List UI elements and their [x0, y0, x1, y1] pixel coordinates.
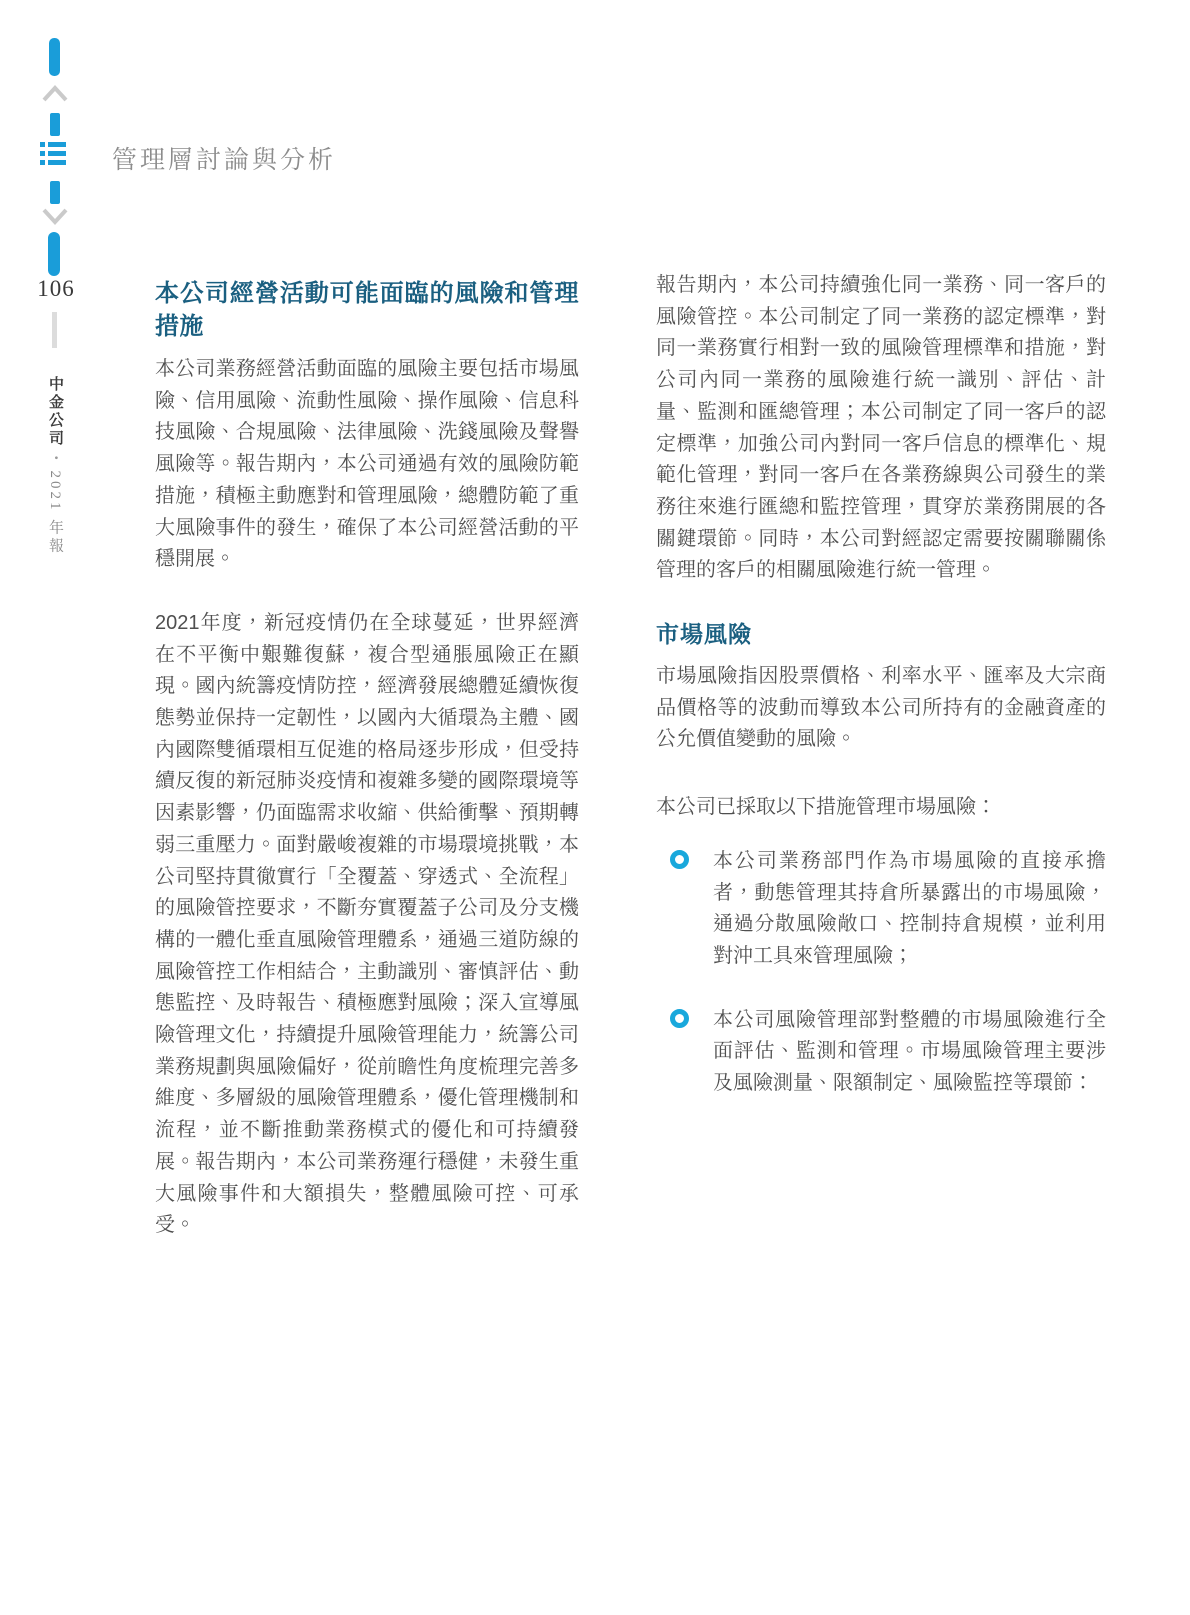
paragraph: 本公司已採取以下措施管理市場風險： [656, 796, 996, 819]
decoration-bar-bottom [48, 232, 60, 276]
paragraph: 市場風險指因股票價格、利率水平、匯率及大宗商品價格等的波動而導致本公司所持有的金融資產的公允價值變動的風險。 [656, 665, 1106, 751]
bullet-circle-icon [670, 850, 689, 869]
sidebar-vertical-text [46, 376, 64, 576]
bullet-item [656, 1005, 1106, 1100]
document-section-title: 管理層討論與分析 [112, 147, 337, 174]
subsection-heading-market-risk: 市場風險 [656, 621, 752, 648]
right-column [656, 270, 1106, 1100]
list-icon [40, 142, 66, 165]
separator-dot: • [50, 456, 61, 463]
page-number-rule [52, 312, 57, 348]
decoration-bar-lower [50, 181, 60, 204]
report-year: 2021 年報 [47, 470, 63, 556]
decoration-bar-upper [50, 113, 60, 136]
paragraph: 本公司業務經營活動面臨的風險主要包括市場風險、信用風險、流動性風險、操作風險、信息科技風險、合規風險、法律風險、洗錢風險及聲譽風險等。報告期內，本公司通過有效的風險防範措施，積極主動應對和管理風險，總體防範了重大風險事件的發生，確保了本公司經營活動的平穩開展。 [155, 358, 579, 571]
page-number: 106 [37, 276, 75, 301]
chevron-up-icon [42, 84, 68, 102]
bullet-list [656, 846, 1106, 1100]
left-column [155, 277, 579, 1242]
company-name: 中金公司 [47, 376, 64, 448]
bullet-circle-icon [670, 1009, 689, 1028]
paragraph: 報告期內，本公司持續強化同一業務、同一客戶的風險管控。本公司制定了同一業務的認定標準，對同一業務實行相對一致的風險管理標準和措施，對公司內同一業務的風險進行統一識別、評估、計量、監測和匯總管理；本公司制定了同一客戶的認定標準，加強公司內對同一客戶信息的標準化、規範化管理，對同一客戶在各業務線與公司發生的業務往來進行匯總和監控管理，貫穿於業務開展的各關鍵環節。同時，本公司對經認定需要按關聯關係管理的客戶的相關風險進行統一管理。 [656, 274, 1106, 582]
chevron-down-icon [42, 208, 68, 226]
bullet-text: 本公司業務部門作為市場風險的直接承擔者，動態管理其持倉所暴露出的市場風險，通過分散風險敞口、控制持倉規模，並利用對沖工具來管理風險； [713, 849, 1106, 967]
main-heading: 本公司經營活動可能面臨的風險和管理措施 [155, 280, 579, 340]
bullet-text: 本公司風險管理部對整體的市場風險進行全面評估、監測和管理。市場風險管理主要涉及風險測量、限額制定、風險監控等環節： [713, 1008, 1106, 1095]
paragraph: 2021年度，新冠疫情仍在全球蔓延，世界經濟在不平衡中艱難復蘇，複合型通脹風險正在顯現。國內統籌疫情防控，經濟發展總體延續恢復態勢並保持一定韌性，以國內大循環為主體、國內國際雙循環相互促進的格局逐步形成，但受持續反復的新冠肺炎疫情和複雜多變的國際環境等因素影響，仍面臨需求收縮、供給衝擊、預期轉弱三重壓力。面對嚴峻複雜的市場環境挑戰，本公司堅持貫徹實行「全覆蓋、穿透式、全流程」的風險管控要求，不斷夯實覆蓋子公司及分支機構的一體化垂直風險管理體系，通過三道防線的風險管控工作相結合，主動識別、審慎評估、動態監控、及時報告、積極應對風險；深入宣導風險管理文化，持續提升風險管理能力，統籌公司業務規劃與風險偏好，從前瞻性角度梳理完善多維度、多層級的風險管理體系，優化管理機制和流程，並不斷推動業務模式的優化和可持續發展。報告期內，本公司業務運行穩健，未發生重大風險事件和大額損失，整體風險可控、可承受。 [155, 611, 579, 1237]
bullet-item [656, 846, 1106, 973]
decoration-bar-top [49, 38, 60, 76]
